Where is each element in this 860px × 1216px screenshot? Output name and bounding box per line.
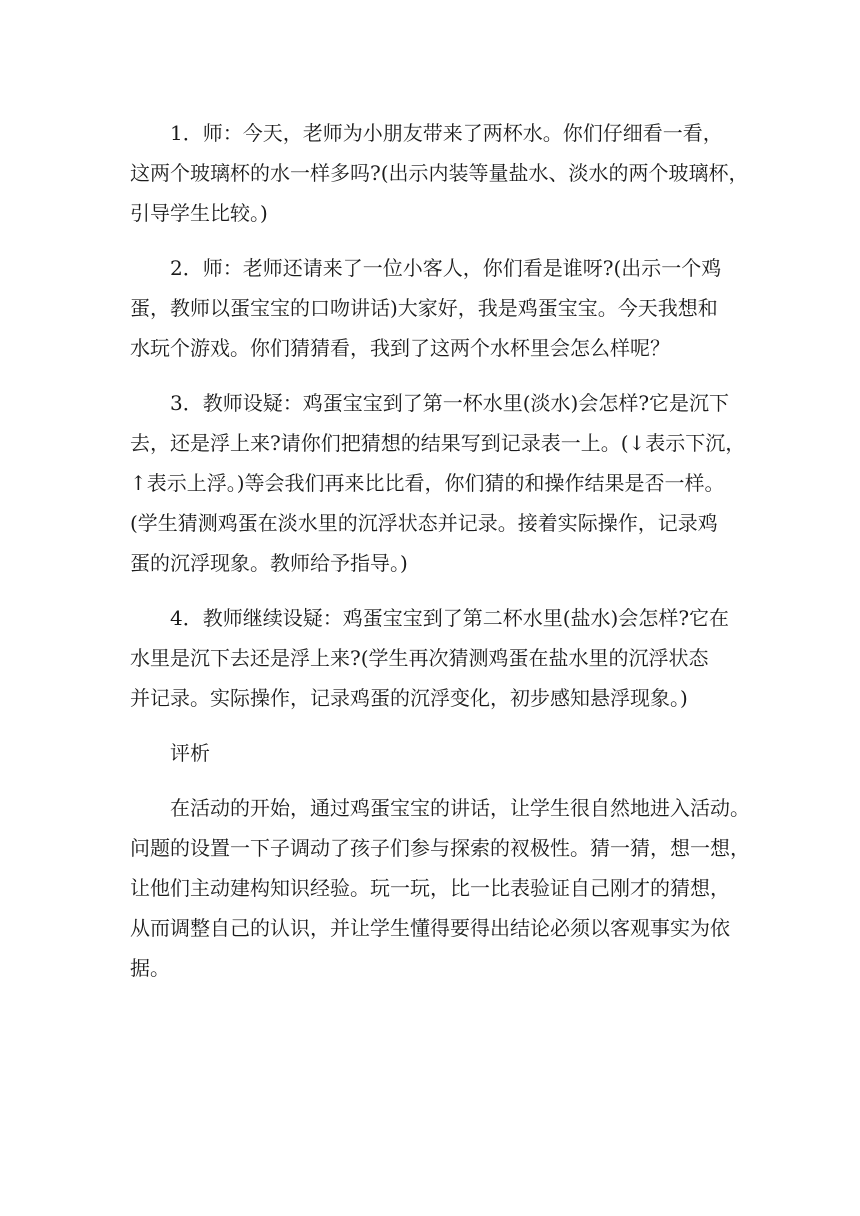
text-line: 蛋，教师以蛋宝宝的口吻讲话)大家好，我是鸡蛋宝宝。今天我想和 xyxy=(130,296,718,320)
text-line: 1．师：今天，老师为小朋友带来了两杯水。你们仔细看一看， xyxy=(170,121,723,145)
text-line: 引导学生比较。) xyxy=(130,201,268,225)
text-line: 去，还是浮上来?请你们把猜想的结果写到记录表一上。(↓表示下沉， xyxy=(130,431,746,455)
paragraph-3 xyxy=(130,383,746,583)
section-heading-analysis xyxy=(130,733,730,773)
text-line: 水里是沉下去还是浮上来?(学生再次猜测鸡蛋在盐水里的沉浮状态 xyxy=(130,646,709,670)
document-page xyxy=(130,113,750,1003)
text-line: (学生猜测鸡蛋在淡水里的沉浮状态并记录。接着实际操作，记录鸡 xyxy=(130,511,718,535)
text-line: 据。 xyxy=(130,956,170,980)
paragraph-1 xyxy=(130,113,749,233)
text-line: 4．教师继续设疑：鸡蛋宝宝到了第二杯水里(盐水)会怎样?它在 xyxy=(170,606,730,630)
paragraph-4 xyxy=(130,598,730,718)
text-line: 从而调整自己的认识，并让学生懂得要得出结论必须以客观事实为依 xyxy=(130,916,730,940)
paragraph-2 xyxy=(130,248,730,368)
text-line: 2．师：老师还请来了一位小客人，你们看是谁呀?(出示一个鸡 xyxy=(170,256,722,280)
paragraph-analysis xyxy=(130,788,750,988)
text-line: 这两个玻璃杯的水一样多吗?(出示内装等量盐水、淡水的两个玻璃杯， xyxy=(130,161,749,185)
text-line: 水玩个游戏。你们猜猜看，我到了这两个水杯里会怎么样呢？ xyxy=(130,336,670,360)
text-line: 在活动的开始，通过鸡蛋宝宝的讲话，让学生很自然地进入活动。 xyxy=(170,796,750,820)
heading-text: 评析 xyxy=(170,741,210,765)
text-line: ↑表示上浮。)等会我们再来比比看，你们猜的和操作结果是否一样。 xyxy=(130,471,725,495)
text-line: 问题的设置一下子调动了孩子们参与探索的衩极性。猜一猜，想一想， xyxy=(130,836,750,860)
text-line: 并记录。实际操作，记录鸡蛋的沉浮变化，初步感知悬浮现象。) xyxy=(130,686,688,710)
text-line: 蛋的沉浮现象。教师给予指导。) xyxy=(130,551,408,575)
text-line: 3．教师设疑：鸡蛋宝宝到了第一杯水里(淡水)会怎样?它是沉下 xyxy=(170,391,730,415)
text-line: 让他们主动建构知识经验。玩一玩，比一比表验证自己刚才的猜想， xyxy=(130,876,730,900)
